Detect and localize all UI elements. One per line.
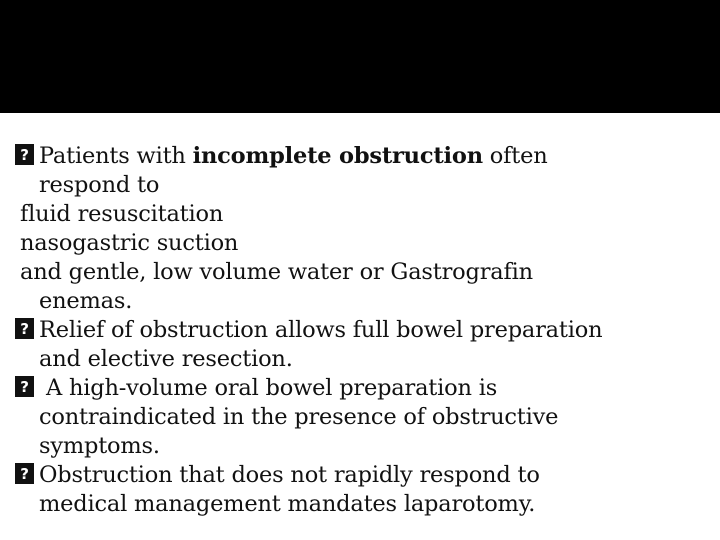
svg-text:?: ? xyxy=(20,146,29,164)
bullet-3-line-1 xyxy=(0,374,720,403)
bullet-2-line-2: and elective resection. xyxy=(39,346,293,372)
bullet-3-text: A high-volume oral bowel preparation is xyxy=(39,375,498,401)
bullet-4-line-2: medical management mandates laparotomy. xyxy=(39,491,536,517)
missing-glyph-icon xyxy=(14,317,35,340)
missing-glyph-icon xyxy=(14,143,35,166)
bullet-3-line-3: symptoms. xyxy=(39,433,160,459)
slide-body xyxy=(0,142,720,519)
bullet-2-text: Relief of obstruction allows full bowel preparation xyxy=(39,317,603,343)
svg-text:?: ? xyxy=(20,320,29,338)
bullet-1-text-bold: incomplete obstruction xyxy=(192,143,483,169)
bullet-1-text-after: often xyxy=(482,143,548,169)
bullet-4-line-1 xyxy=(0,461,720,490)
bullet-4-text: Obstruction that does not rapidly respond to xyxy=(39,462,540,488)
svg-text:?: ? xyxy=(20,378,29,396)
plain-line-3: and gentle, low volume water or Gastrografin xyxy=(20,259,533,285)
missing-glyph-icon xyxy=(14,375,35,398)
bullet-2-line-1 xyxy=(0,316,720,345)
plain-line-continuation: enemas. xyxy=(39,288,133,314)
plain-line-1: fluid resuscitation xyxy=(20,201,224,227)
bullet-3-line-2: contraindicated in the presence of obstructive xyxy=(39,404,559,430)
bullet-1-line-2: respond to xyxy=(39,172,160,198)
bullet-1-line-1 xyxy=(0,142,720,171)
missing-glyph-icon xyxy=(14,462,35,485)
title-bar xyxy=(0,0,720,113)
plain-line-2: nasogastric suction xyxy=(20,230,239,256)
bullet-1-text-before: Patients with xyxy=(39,143,193,169)
svg-text:?: ? xyxy=(20,465,29,483)
